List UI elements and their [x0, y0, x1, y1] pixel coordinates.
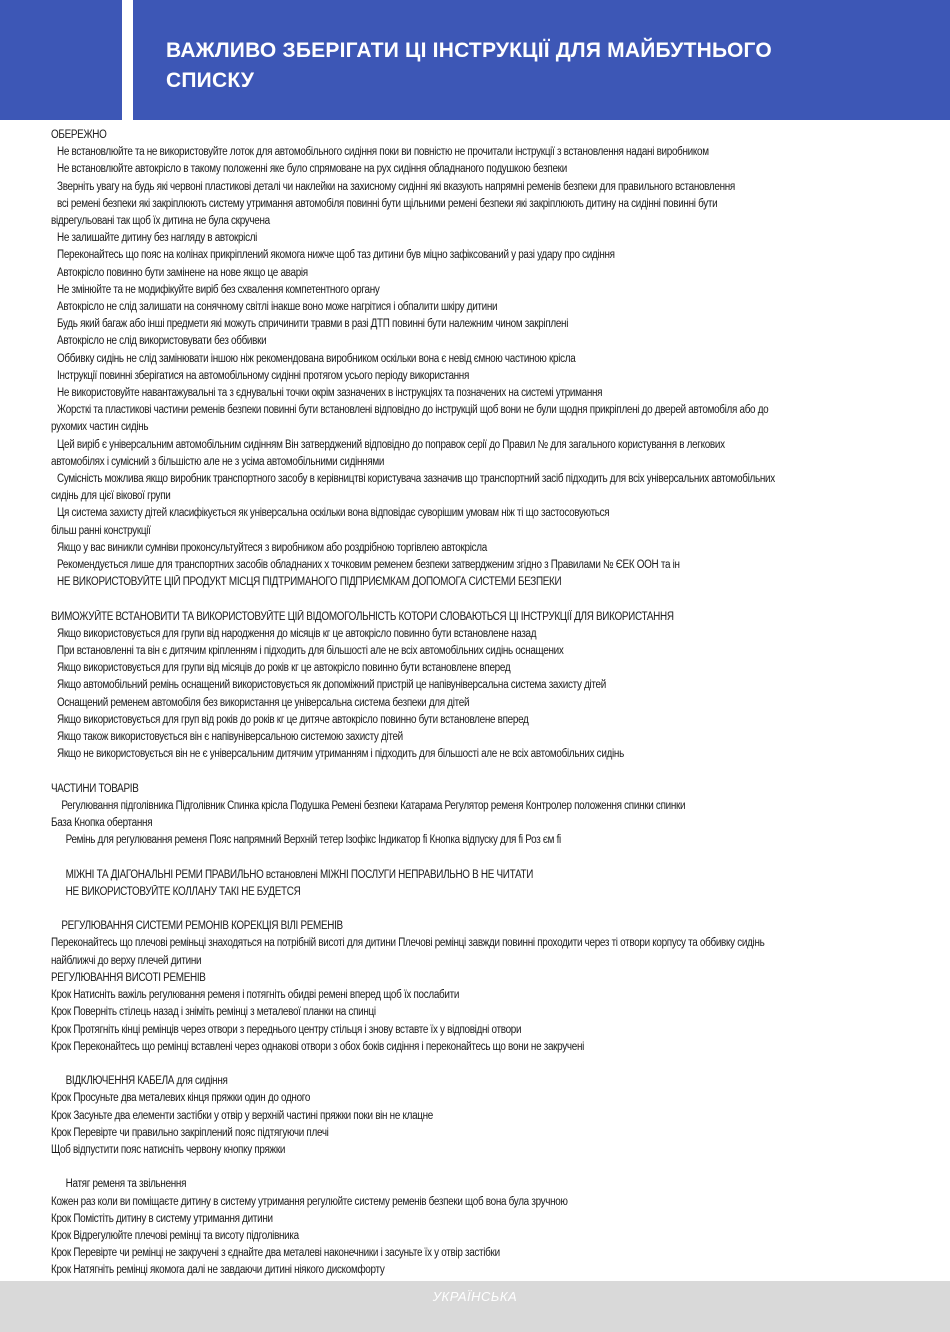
text-line: Оббивку сидінь не слід замінювати іншою ніж рекомендована виробником оскільки вона є невід ємною частиною крісла — [57, 352, 576, 365]
text-line: сидінь для цієї вікової групи — [51, 490, 171, 503]
text-line: Крок Помістіть дитину в систему утримання дитини — [51, 1212, 273, 1225]
text-line: Крок Натисніть важіль регулювання ременя і потягніть обидві ремені вперед щоб їх послабити — [51, 989, 460, 1002]
text-line: Якщо використовується для групи від народження до місяців кг це автокрісло повинно бути встановлене назад — [57, 627, 537, 640]
text-line: Жорсткі та пластикові частини ременів безпеки повинні бути встановлені відповідно до інструкцій щоб вони не були щодня прикріплені до дверей автомобіля або до — [57, 404, 769, 417]
instructions-body — [51, 127, 901, 1280]
text-line: Ремінь для регулювання ременя Пояс напрямний Верхній тетер Ізофікс Індикатор fi Кнопка відпуску для fi Роз єм fi — [65, 834, 561, 847]
text-line: Цей виріб є універсальним автомобільним сидінням Він затверджений відповідно до поправок серії до Правил № для загального користування в легкових — [57, 438, 725, 451]
text-line: Якщо використовується для груп від років до років кг це дитяче автокрісло повинно бути встановлене вперед — [57, 713, 529, 726]
text-line: Якщо автомобільний ремінь оснащений використовується як допоміжний пристрій це напівуніверсальна система захисту дітей — [57, 679, 606, 692]
text-line: Якщо також використовується він є напівуніверсальною системою захисту дітей — [57, 731, 403, 744]
text-line: ОБЕРЕЖНО — [51, 129, 107, 141]
text-line: МІЖНІ ТА ДІАГОНАЛЬНІ РЕМИ ПРАВИЛЬНО встановлені МІЖНІ ПОСЛУГИ НЕПРАВИЛЬНО В НЕ ЧИТАТИ — [65, 868, 534, 881]
header-band-left — [0, 0, 122, 120]
text-line: Сумісність можлива якщо виробник транспортного засобу в керівництві користувача зазначив що транспортний засіб підходить для всіх універсальних автомобільних — [57, 473, 775, 486]
text-line: Автокрісло не слід використовувати без оббивки — [57, 335, 267, 348]
text-line: Крок Відрегулюйте плечові ремінці та висоту підголівника — [51, 1229, 299, 1242]
text-line: НЕ ВИКОРИСТОВУЙТЕ ЦІЙ ПРОДУКТ МІСЦЯ ПІДТРИМАНОГО ПІДПРИЄМКАМ ДОПОМОГА СИСТЕМИ БЕЗПЕКИ — [57, 576, 562, 589]
page-title-line-1: ВАЖЛИВО ЗБЕРІГАТИ ЦІ ІНСТРУКЦІЇ ДЛЯ МАЙБУТНЬОГО — [166, 39, 772, 62]
blank-line — [51, 1159, 901, 1176]
text-line: Крок Просуньте два металевих кінця пряжки один до одного — [51, 1092, 311, 1105]
text-line: Крок Протягніть кінці ремінців через отвори з переднього центру стільця і знову вставте їх у відповідні отвори — [51, 1023, 522, 1036]
text-line: рухомих частин сидінь — [51, 421, 149, 434]
text-line: Не встановлюйте та не використовуйте лоток для автомобільного сидіння поки ви повністю не прочитали інструкції з встановлення надані виробником — [57, 146, 709, 159]
text-line: ВИМОЖУЙТЕ ВСТАНОВИТИ ТА ВИКОРИСТОВУЙТЕ ЦІЙ ВІДОМОГОЛЬНІСТЬ КОТОРИ СЛОВАЮТЬСЯ ЦІ ІНСТРУКЦІЇ ДЛЯ ВИКОРИСТАННЯ — [51, 610, 674, 623]
text-line: Не залишайте дитину без нагляду в автокріслі — [57, 232, 258, 245]
text-line: ВІДКЛЮЧЕННЯ КАБЕЛА для сидіння — [65, 1075, 228, 1088]
text-line: Натяг ременя та звільнення — [65, 1178, 187, 1191]
text-line: Крок Натягніть ремінці якомога далі не завдаючи дитині ніякого дискомфорту — [51, 1264, 385, 1277]
language-label: УКРАЇНСЬКА — [432, 1289, 518, 1304]
blank-line — [51, 901, 901, 918]
text-line: всі ремені безпеки які закріплюють систему утримання автомобіля повинні бути щільними ремені безпеки які закріплюють дитину на сидінні повинні бути — [57, 197, 718, 210]
text-line: Переконайтесь що пояс на колінах прикріплений якомога нижче щоб таз дитини був міцно зафіксований у разі удару про сидіння — [57, 249, 615, 262]
text-line: Якщо використовується для групи від місяців до років кг це автокрісло повинно бути встановлене вперед — [57, 662, 511, 675]
text-line: Кожен раз коли ви поміщаєте дитину в систему утримання регулюйте систему ременів безпеки щоб вона була зручною — [51, 1195, 568, 1208]
text-line: Щоб відпустити пояс натисніть червону кнопку пряжки — [51, 1143, 286, 1156]
text-line: Крок Переконайтесь що ремінці вставлені через однакові отвори з обох боків сидіння і переконайтесь що вони не закручені — [51, 1040, 585, 1053]
text-line: Оснащений ременем автомобіля без використання це універсальна система безпеки для дітей — [57, 696, 470, 709]
page-title — [166, 36, 866, 96]
text-line: При встановленні та він є дитячим кріпленням і підходить для більшості але не всіх автомобільних сидінь оснащених — [57, 645, 564, 658]
blank-line — [51, 764, 901, 781]
text-line: Будь який багаж або інші предмети які можуть спричинити травми в разі ДТП повинні бути належним чином закріплені — [57, 318, 569, 331]
blank-line — [51, 850, 901, 867]
blank-line — [51, 1056, 901, 1073]
text-line: Крок Перевірте чи ремінці не закручені з єднайте два металеві наконечники і засуньте їх у отвір застібки — [51, 1247, 500, 1260]
text-line: Не використовуйте навантажувальні та з єднувальні точки окрім зазначених в інструкціях та позначених на системі утримання — [57, 387, 603, 400]
text-line: Не змінюйте та не модифікуйте виріб без схвалення компетентного органу — [57, 283, 380, 296]
page-title-line-2: СПИСКУ — [166, 69, 255, 92]
text-line: найближчі до верху плечей дитини — [51, 954, 202, 967]
text-line: Автокрісло повинно бути замінене на нове якщо це аварія — [57, 266, 308, 279]
text-line: відрегульовані так щоб їх дитина не була скручена — [51, 215, 270, 228]
text-line: Якщо у вас виникли сумніви проконсультуйтеся з виробником або роздрібною торгівлею автокрісла — [57, 541, 487, 554]
text-line: Інструкції повинні зберігатися на автомобільному сидінні протягом усього періоду використання — [57, 369, 470, 382]
text-line: Рекомендується лише для транспортних засобів обладнаних х точковим ременем безпеки затвердженим згідно з Правилами № ЄЕК ООН та ін — [57, 559, 680, 572]
text-line: Крок Засуньте два елементи застібки у отвір у верхній частині пряжки поки він не клацне — [51, 1109, 434, 1122]
text-line: Не встановлюйте автокрісло в такому положенні яке було спрямоване на рух сидіння обладнаного подушкою безпеки — [57, 163, 567, 176]
text-line: Регулювання підголівника Підголівник Спинка крісла Подушка Ремені безпеки Катарама Регулятор ременя Контролер положення спинки спинки — [61, 799, 686, 812]
text-line: НЕ ВИКОРИСТОВУЙТЕ КОЛЛАНУ ТАКІ НЕ БУДЕТСЯ — [65, 885, 301, 898]
text-line: Крок Перевірте чи правильно закріплений пояс підтягуючи плечі — [51, 1126, 329, 1139]
text-line: База Кнопка обертання — [51, 817, 153, 830]
text-line: Зверніть увагу на будь які червоні пластикові деталі чи наклейки на захисному сидінні які вказують напрямні ременів безпеки для правильного встановлення — [57, 180, 735, 193]
text-line: РЕГУЛЮВАННЯ СИСТЕМИ РЕМОНІВ КОРЕКЦІЯ ВІЛІ РЕМЕНІВ — [61, 920, 343, 933]
text-line: Крок Поверніть стілець назад і зніміть ремінці з металевої планки на спинці — [51, 1006, 376, 1019]
text-line: більш ранні конструкції — [51, 524, 151, 537]
text-line: Переконайтесь що плечові реміньці знаходяться на потрібній висоті для дитини Плечові ремінці завжди повинні проходити через ті отвори корпусу та оббивку сидінь — [51, 937, 765, 950]
text-line: автомобілях і сумісний з більшістю але не з усіма автомобільними сидіннями — [51, 455, 385, 468]
footer-bar — [0, 1281, 950, 1332]
text-line: Якщо не використовується він не є універсальним дитячим утриманням і підходить для більшості але не всіх автомобільних сидінь — [57, 748, 624, 761]
text-line: ЧАСТИНИ ТОВАРІВ — [51, 782, 139, 795]
text-line: Автокрісло не слід залишати на сонячному світлі інакше воно може нагрітися і обпалити шкіру дитини — [57, 301, 498, 314]
blank-line — [51, 591, 901, 608]
text-line: Ця система захисту дітей класифікується як універсальна оскільки вона відповідає суворішим умовам ніж ті що застосовуються — [57, 507, 610, 520]
text-line: РЕГУЛЮВАННЯ ВИСОТІ РЕМЕНІВ — [51, 971, 206, 984]
